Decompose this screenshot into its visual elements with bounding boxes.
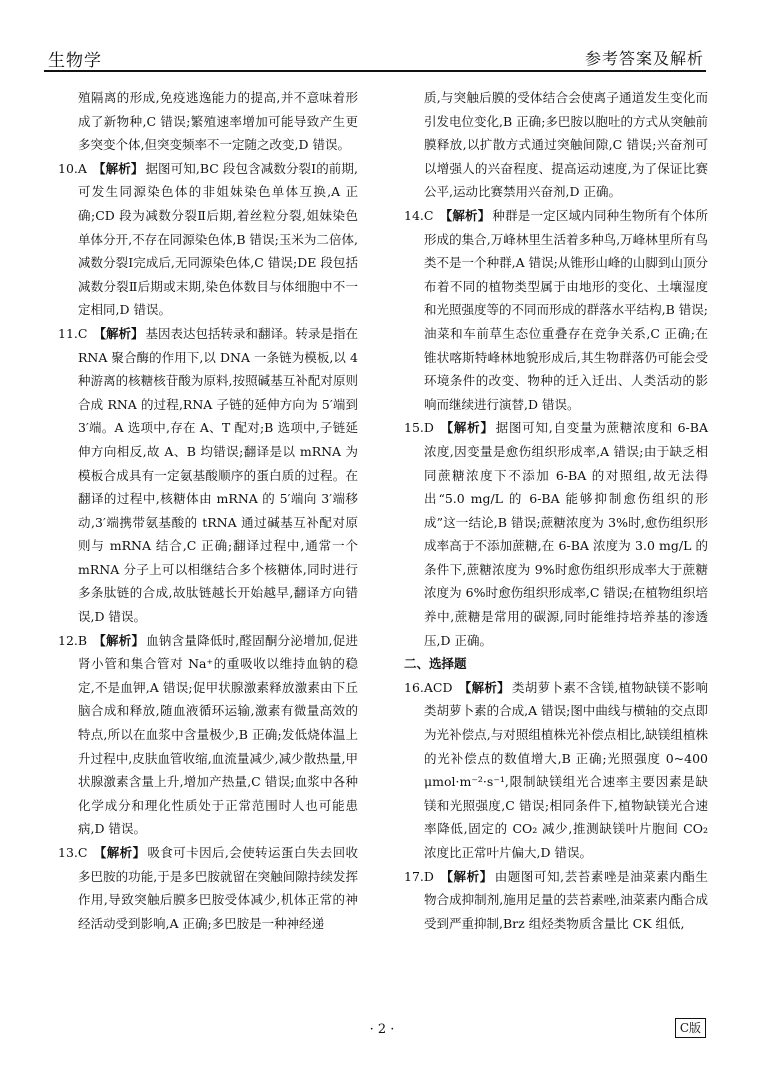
analysis-tag: 【解析】	[93, 325, 144, 341]
left-column	[58, 86, 358, 935]
answer-continuation	[404, 86, 708, 204]
answer-number: 11.C	[58, 325, 88, 341]
answer-item	[58, 629, 358, 841]
analysis-tag: 【解析】	[440, 420, 494, 436]
answer-item	[404, 865, 708, 936]
answer-number: 17.D	[404, 868, 434, 884]
answer-text: 吸食可卡因后,会使转运蛋白失去回收多巴胺的功能,于是多巴胺就留在突触间隙持续发挥作用,导致突触后膜多巴胺受体减少,机体正常的神经活动受到影响,A 正确;多巴胺是一种神经递	[78, 845, 358, 931]
analysis-tag: 【解析】	[440, 868, 493, 884]
answer-text: 据图可知,自变量为蔗糖浓度和 6-BA 浓度,因变量是愈伤组织形成率,A 错误;由于缺乏相同蔗糖浓度下不添加 6-BA 的对照组,故无法得出“5.0 mg/L 的 6-BA 能够抑制愈伤组织的形成”这一结论,B 错误;蔗糖浓度为 3%时,愈伤组织形成率高于不添加蔗糖,在 6-BA 浓度为 3.0 mg/L 的条件下,蔗糖浓度为 9%时愈伤组织形成率大于蔗糖浓度为 6%时愈伤组织形成率,C 错误;在植物组织培养中,蔗糖是常用的碳源,同时能维持培养基的渗透压,D 正确。	[424, 420, 708, 648]
answer-number: 14.C	[404, 207, 434, 223]
answer-number: 13.C	[58, 845, 88, 860]
answer-item	[404, 676, 708, 865]
analysis-tag: 【解析】	[458, 679, 510, 695]
answer-number: 15.D	[404, 420, 434, 436]
answer-number: 12.B	[58, 632, 88, 648]
answer-item	[58, 157, 358, 322]
answer-number: 10.A	[58, 160, 87, 176]
analysis-tag: 【解析】	[439, 207, 491, 223]
answer-item	[58, 841, 358, 935]
answer-text: 由题图可知,芸苔素唑是油菜素内酯生物合成抑制剂,施用足量的芸苔素唑,油菜素内酯合成受到严重抑制,Brz 组烃类物质含量比 CK 组低,	[424, 868, 708, 931]
version-badge: C版	[675, 1018, 706, 1038]
answer-item	[404, 204, 708, 416]
answer-text: 种群是一定区域内同种生物所有个体所形成的集合,万峰林里生活着多种鸟,万峰林里所有鸟类不是一个种群,A 错误;从锥形山峰的山脚到山顶分布着不同的植物类型属于由地形的变化、土壤湿度和光照强度等的不同而形成的群落水平结构,B 错误;油菜和车前草生态位重叠存在竞争关系,C 正确;在锥状喀斯特峰林地貌形成后,其生物群落仍可能会受环境条件的改变、物种的迁入迁出、人类活动的影响而继续进行演替,D 错误。	[424, 207, 708, 412]
answer-text: 殖隔离的形成,免疫逃逸能力的提高,并不意味着形成了新物种,C 错误;繁殖速率增加可能导致产生更多突变个体,但突变频率不一定随之改变,D 错误。	[78, 90, 358, 153]
analysis-tag: 【解析】	[93, 632, 145, 648]
page-number: · 2 ·	[369, 1022, 395, 1037]
answer-text: 基因表达包括转录和翻译。转录是指在 RNA 聚合酶的作用下,以 DNA 一条链为模板,以 4 种游离的核糖核苷酸为原料,按照碱基互补配对原则合成 RNA 的过程,RNA 子链的延伸方向为 5′端到 3′端。A 选项中,存在 A、T 配对;B 选项中,子链延伸方向相反,故 A、B 均错误;翻译是以 mRNA 为模板合成具有一定氨基酸顺序的蛋白质的过程。在翻译的过程中,核糖体由 mRNA 的 5′端向 3′端移动,3′端携带氨基酸的 tRNA 通过碱基互补配对原则与 mRNA 结合,C 正确;翻译过程中,通常一个 mRNA 分子上可以相继结合多个核糖体,同时进行多条肽链的合成,故肽链越长开始越早,翻译方向错误,D 错误。	[78, 325, 358, 625]
analysis-tag: 【解析】	[93, 845, 146, 860]
answer-text: 质,与突触后膜的受体结合会使离子通道发生变化而引发电位变化,B 正确;多巴胺以胞吐的方式从突触前膜释放,以扩散方式通过突触间隙,C 错误;兴奋剂可以增强人的兴奋程度、提高运动速度,为了保证比赛公平,运动比赛禁用兴奋剂,D 正确。	[424, 90, 708, 200]
section-title: 参考答案及解析	[584, 49, 704, 68]
answer-text: 据图可知,BC 段包含减数分裂Ⅰ的前期,可发生同源染色体的非姐妹染色单体互换,A 正确;CD 段为减数分裂Ⅱ后期,着丝粒分裂,姐妹染色单体分开,不存在同源染色体,B 错误;玉米为二倍体,减数分裂Ⅰ完成后,无同源染色体,C 错误;DE 段包括减数分裂Ⅱ后期或末期,染色体数目与体细胞中不一定相同,D 错误。	[78, 160, 358, 318]
answer-item	[404, 416, 708, 652]
analysis-tag: 【解析】	[93, 160, 144, 176]
section-heading: 二、选择题	[404, 656, 467, 672]
page-header	[44, 36, 706, 72]
answer-number: 16.ACD	[404, 679, 453, 695]
answer-continuation	[58, 86, 358, 157]
answer-text: 血钠含量降低时,醛固酮分泌增加,促进肾小管和集合管对 Na⁺的重吸收以维持血钠的稳定,不是血钾,A 错误;促甲状腺激素释放激素由下丘脑合成和释放,随血液循环运输,激素有微量高效的特点,所以在血浆中含量极少,B 正确;发低烧体温上升过程中,皮肤血管收缩,血流量减少,减少散热量,甲状腺激素含量上升,增加产热量,C 错误;血浆中各种化学成分和理化性质处于正常范围时人也可能患病,D 错误。	[78, 632, 358, 837]
subject-title: 生物学	[48, 51, 102, 71]
answer-item	[58, 322, 358, 629]
answer-text: 类胡萝卜素不含镁,植物缺镁不影响类胡萝卜素的合成,A 错误;图中曲线与横轴的交点即为光补偿点,与对照组植株光补偿点相比,缺镁组植株的光补偿点的数值增大,B 正确;光照强度 0~400 μmol·m⁻²·s⁻¹,限制缺镁组光合速率主要因素是缺镁和光照强度,C 错误;相同条件下,植物缺镁光合速率降低,固定的 CO₂ 减少,推测缺镁叶片胞间 CO₂ 浓度比正常叶片偏大,D 错误。	[424, 679, 708, 860]
right-column	[404, 86, 708, 935]
